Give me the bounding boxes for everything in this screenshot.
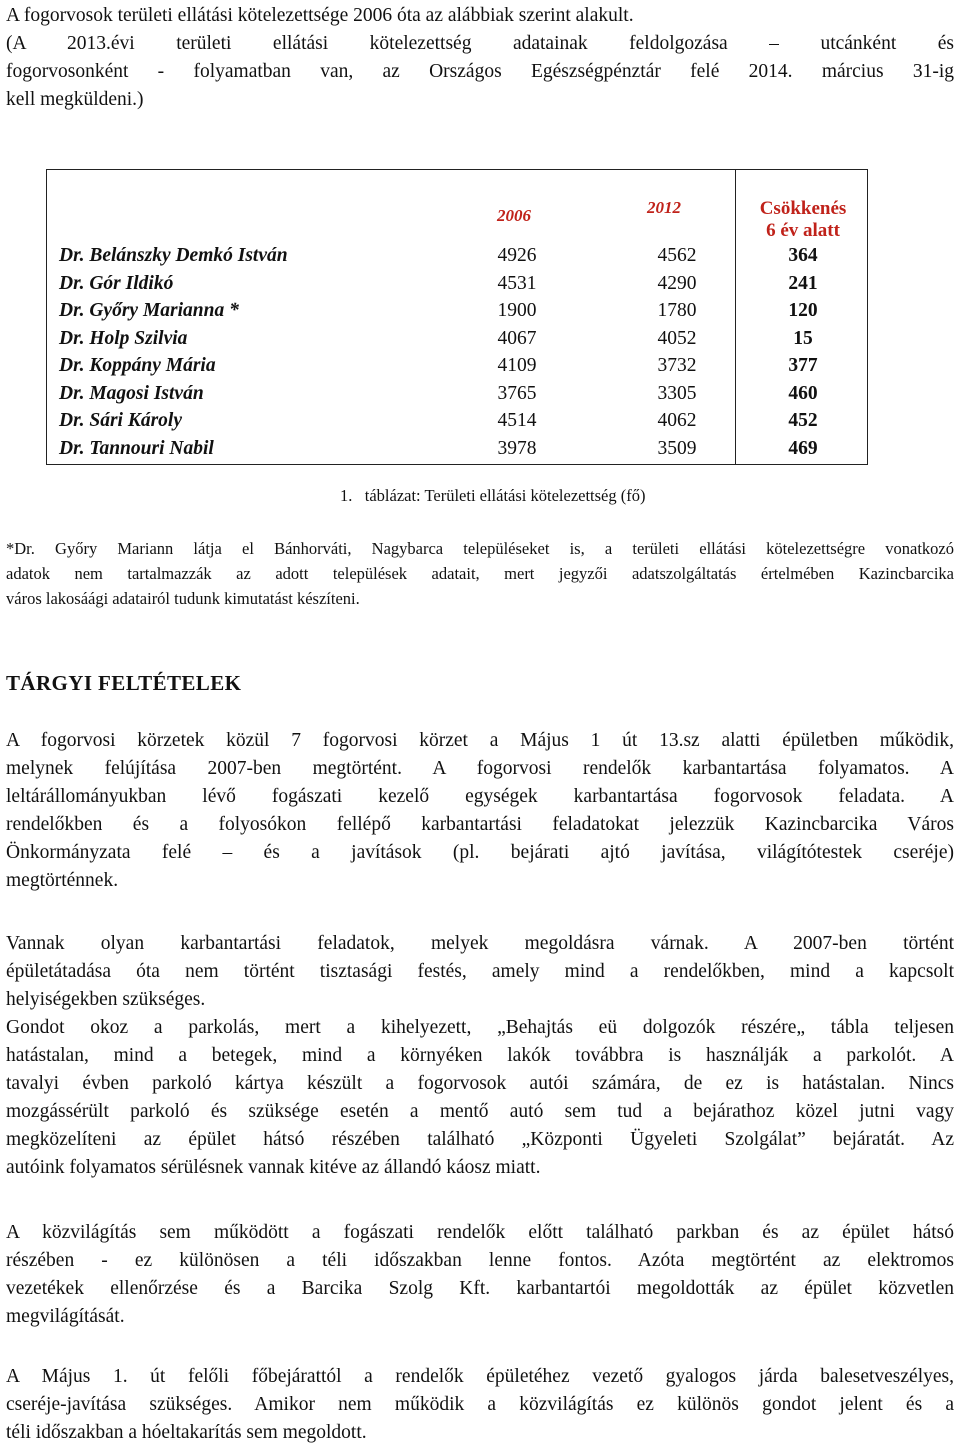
header-decrease-line1: Csökkenés [759, 198, 847, 219]
value-2006: 4109 [497, 355, 537, 376]
doctor-name: Dr. Sári Károly [59, 410, 182, 431]
value-2012: 4062 [657, 410, 697, 431]
table-row [47, 383, 869, 411]
footnote [6, 536, 954, 611]
doctor-name: Dr. Tannouri Nabil [59, 438, 214, 459]
value-2006: 3765 [497, 383, 537, 404]
paragraph-lighting [6, 1219, 954, 1331]
table-row [47, 245, 869, 273]
paragraph-line: Gondot okoz a parkolás, mert a kihelyezett, „Behajtás eü dolgozók részére„ tábla teljesen [6, 1017, 954, 1038]
value-decrease: 460 [788, 383, 818, 404]
intro-line: kell megküldeni.) [6, 89, 144, 110]
value-2012: 1780 [657, 300, 697, 321]
paragraph-line: cseréje-javítása szükséges. Amikor nem működik a közvilágítás ez különös gondot jelent és a [6, 1394, 954, 1415]
header-decrease [743, 198, 863, 242]
paragraph-line: megközelíteni az épület hátsó részében található „Központi Ügyeleti Szolgálat” bejáratát. Az [6, 1129, 954, 1150]
value-2006: 4926 [497, 245, 537, 266]
value-2012: 3732 [657, 355, 697, 376]
value-2012: 3305 [657, 383, 697, 404]
table-row [47, 273, 869, 301]
paragraph-line: helyiségekben szükséges. [6, 989, 206, 1010]
doctor-name: Dr. Holp Szilvia [59, 328, 188, 349]
footnote-line: város lakosáági adatairól tudunk kimutatást készíteni. [6, 589, 360, 608]
paragraph-sidewalk [6, 1363, 954, 1447]
header-decrease-line2: 6 év alatt [766, 220, 840, 241]
paragraph-line: Önkormányzata felé – és a javítások (pl. bejárati ajtó javítása, világítótestek cseréje) [6, 842, 954, 863]
value-2012: 4290 [657, 273, 697, 294]
table-row [47, 438, 869, 466]
paragraph-line: részében - ez különösen a téli időszakban lenne fontos. Azóta megtörtént az elektromos [6, 1250, 954, 1271]
paragraph-line: vezetékek ellenőrzése és a Barcika Szolg Kft. karbantartói megoldották az épület közvetlen [6, 1278, 954, 1299]
paragraph-line: tavalyi évben parkoló kártya készült a fogorvosok autói számára, de ez is hatástalan. Nincs [6, 1073, 954, 1094]
paragraph-line: megtörténnek. [6, 870, 119, 891]
paragraph-line: A közvilágítás sem működött a fogászati rendelők előtt található parkban és az épület hátsó [6, 1222, 954, 1243]
intro-line: A fogorvosok területi ellátási kötelezettsége 2006 óta az alábbiak szerint alakult. [6, 5, 634, 26]
value-decrease: 364 [788, 245, 818, 266]
paragraph-facilities [6, 727, 954, 895]
value-decrease: 452 [788, 410, 818, 431]
paragraph-line: autóink folyamatos sérülésnek vannak kitéve az állandó káosz miatt. [6, 1157, 541, 1178]
table-row [47, 300, 869, 328]
doctor-name: Dr. Belánszky Demkó István [59, 245, 288, 266]
paragraph-line: melynek felújítása 2007-ben megtörtént. A fogorvosi rendelők karbantartása folyamatos. A [6, 758, 954, 779]
district-table [46, 169, 868, 465]
table-caption: 1. táblázat: Területi ellátási kötelezettség (fő) [340, 486, 646, 505]
paragraph-maintenance [6, 930, 954, 1182]
table-row [47, 328, 869, 356]
footnote-line: adatok nem tartalmazzák az adott települések adatait, mert jegyzői adatszolgáltatás értelmében Kazincbarcika [6, 564, 954, 583]
value-decrease: 15 [793, 328, 813, 349]
value-2006: 4514 [497, 410, 537, 431]
doctor-name: Dr. Győry Marianna * [59, 300, 239, 321]
doctor-name: Dr. Koppány Mária [59, 355, 216, 376]
intro-paragraph [6, 2, 954, 114]
value-2006: 3978 [497, 438, 537, 459]
intro-line: (A 2013.évi területi ellátási kötelezettség adatainak feldolgozása – utcánként és [6, 33, 954, 54]
footnote-line: *Dr. Győry Mariann látja el Bánhorváti, Nagybarca településeket is, a területi ellátási kötelezettségre vonatkozó [6, 539, 954, 558]
intro-line: fogorvosonként - folyamatban van, az Országos Egészségpénztár felé 2014. március 31-ig [6, 61, 954, 82]
doctor-name: Dr. Magosi István [59, 383, 204, 404]
header-2006: 2006 [497, 206, 531, 225]
value-2012: 4562 [657, 245, 697, 266]
paragraph-line: hatástalan, mind a betegek, mind a környéken lakók továbbra is használják a parkolót. A [6, 1045, 954, 1066]
section-heading: TÁRGYI FELTÉTELEK [6, 671, 242, 695]
table-row [47, 410, 869, 438]
paragraph-line: épületátadása óta nem történt tisztasági festés, amely mind a rendelőkben, mind a kapcsolt [6, 961, 954, 982]
value-2006: 4067 [497, 328, 537, 349]
paragraph-line: Vannak olyan karbantartási feladatok, melyek megoldásra várnak. A 2007-ben történt [6, 933, 954, 954]
value-2006: 4531 [497, 273, 537, 294]
paragraph-line: megvilágítását. [6, 1306, 125, 1327]
paragraph-line: mozgássérült parkoló és szüksége esetén a mentő autó sem tud a bejárathoz közel jutni vagy [6, 1101, 954, 1122]
value-2012: 4052 [657, 328, 697, 349]
value-decrease: 377 [788, 355, 818, 376]
value-decrease: 241 [788, 273, 818, 294]
header-2012: 2012 [647, 198, 681, 217]
value-2012: 3509 [657, 438, 697, 459]
doctor-name: Dr. Gór Ildikó [59, 273, 174, 294]
table-row [47, 355, 869, 383]
value-decrease: 469 [788, 438, 818, 459]
paragraph-line: A Május 1. út felőli főbejárattól a rendelők épületéhez vezető gyalogos járda balesetveszélyes, [6, 1366, 954, 1387]
paragraph-line: téli időszakban a hóeltakarítás sem megoldott. [6, 1422, 367, 1443]
paragraph-line: A fogorvosi körzetek közül 7 fogorvosi körzet a Május 1 út 13.sz alatti épületben működik, [6, 730, 954, 751]
paragraph-line: rendelőkben és a folyosókon fellépő karbantartási feladatokat jelezzük Kazincbarcika Város [6, 814, 954, 835]
value-decrease: 120 [788, 300, 818, 321]
value-2006: 1900 [497, 300, 537, 321]
paragraph-line: leltárállományukban lévő fogászati kezelő egységek karbantartása fogorvosok feladata. A [6, 786, 954, 807]
